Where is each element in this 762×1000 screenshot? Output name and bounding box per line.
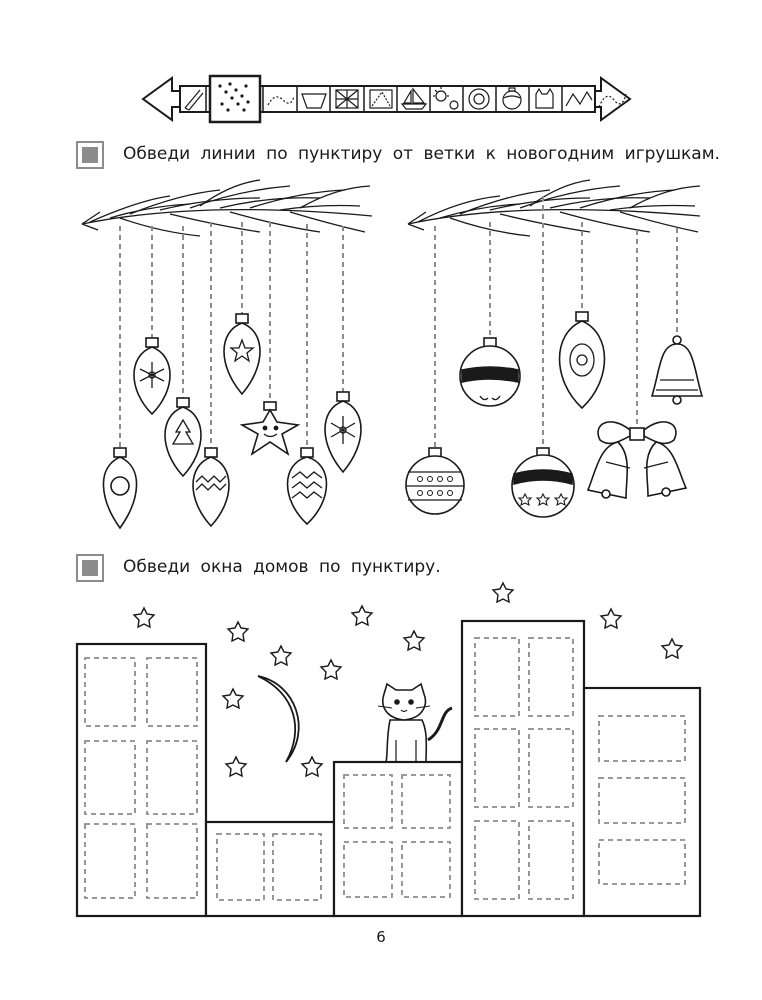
ornament-chevron-icon	[288, 448, 327, 524]
star-icon	[352, 606, 372, 625]
page-number: 6	[376, 928, 386, 946]
star-icon	[228, 622, 248, 641]
ornament-snowflake-2-icon	[325, 392, 361, 472]
tracing-strings	[120, 196, 677, 448]
star-icon	[404, 631, 424, 650]
crescent-moon-icon	[258, 676, 299, 762]
star-icon	[493, 583, 513, 602]
ornament-long-drop-icon	[560, 312, 605, 408]
city-buildings	[77, 621, 700, 916]
star-icon	[662, 639, 682, 658]
ornament-zigzag-icon	[193, 448, 229, 526]
star-icon	[321, 660, 341, 679]
ornament-ball-stars-icon	[512, 448, 574, 517]
star-icon	[134, 608, 154, 627]
ornament-tree-icon	[165, 398, 201, 476]
ornament-smiling-star-icon	[242, 402, 298, 454]
task-1-checkbox[interactable]	[76, 141, 104, 169]
fir-branch-left-icon	[82, 180, 372, 236]
building-5	[584, 688, 700, 916]
ornament-jingle-ball-icon	[460, 338, 520, 406]
ornament-bell-icon	[652, 336, 702, 404]
building-3	[334, 762, 462, 916]
progress-current-step	[210, 76, 260, 122]
grid-star-icon	[336, 90, 358, 108]
task-1-instruction: Обведи линии по пунктиру от ветки к новогодним игрушкам.	[123, 144, 720, 164]
progress-bar	[143, 76, 630, 122]
star-icon	[226, 757, 246, 776]
building-1	[77, 644, 206, 916]
star-icon	[223, 689, 243, 708]
task-2-checkbox[interactable]	[76, 554, 104, 582]
cat-icon	[378, 684, 452, 762]
ornament-double-bells-icon	[588, 422, 686, 498]
ornament-teardrop-circle-icon	[103, 448, 136, 528]
building-4	[462, 621, 584, 916]
star-icon	[302, 757, 322, 776]
progress-arrow-left-icon	[143, 78, 180, 120]
star-icon	[601, 609, 621, 628]
ornament-ball-patterned-icon	[406, 448, 464, 514]
fir-branch-right-icon	[408, 180, 700, 236]
ornament-snowflake-icon	[134, 338, 170, 414]
ornament-star-drop-icon	[224, 314, 260, 394]
star-icon	[271, 646, 291, 665]
task-2-instruction: Обведи окна домов по пунктиру.	[123, 557, 441, 577]
building-2	[206, 822, 334, 916]
